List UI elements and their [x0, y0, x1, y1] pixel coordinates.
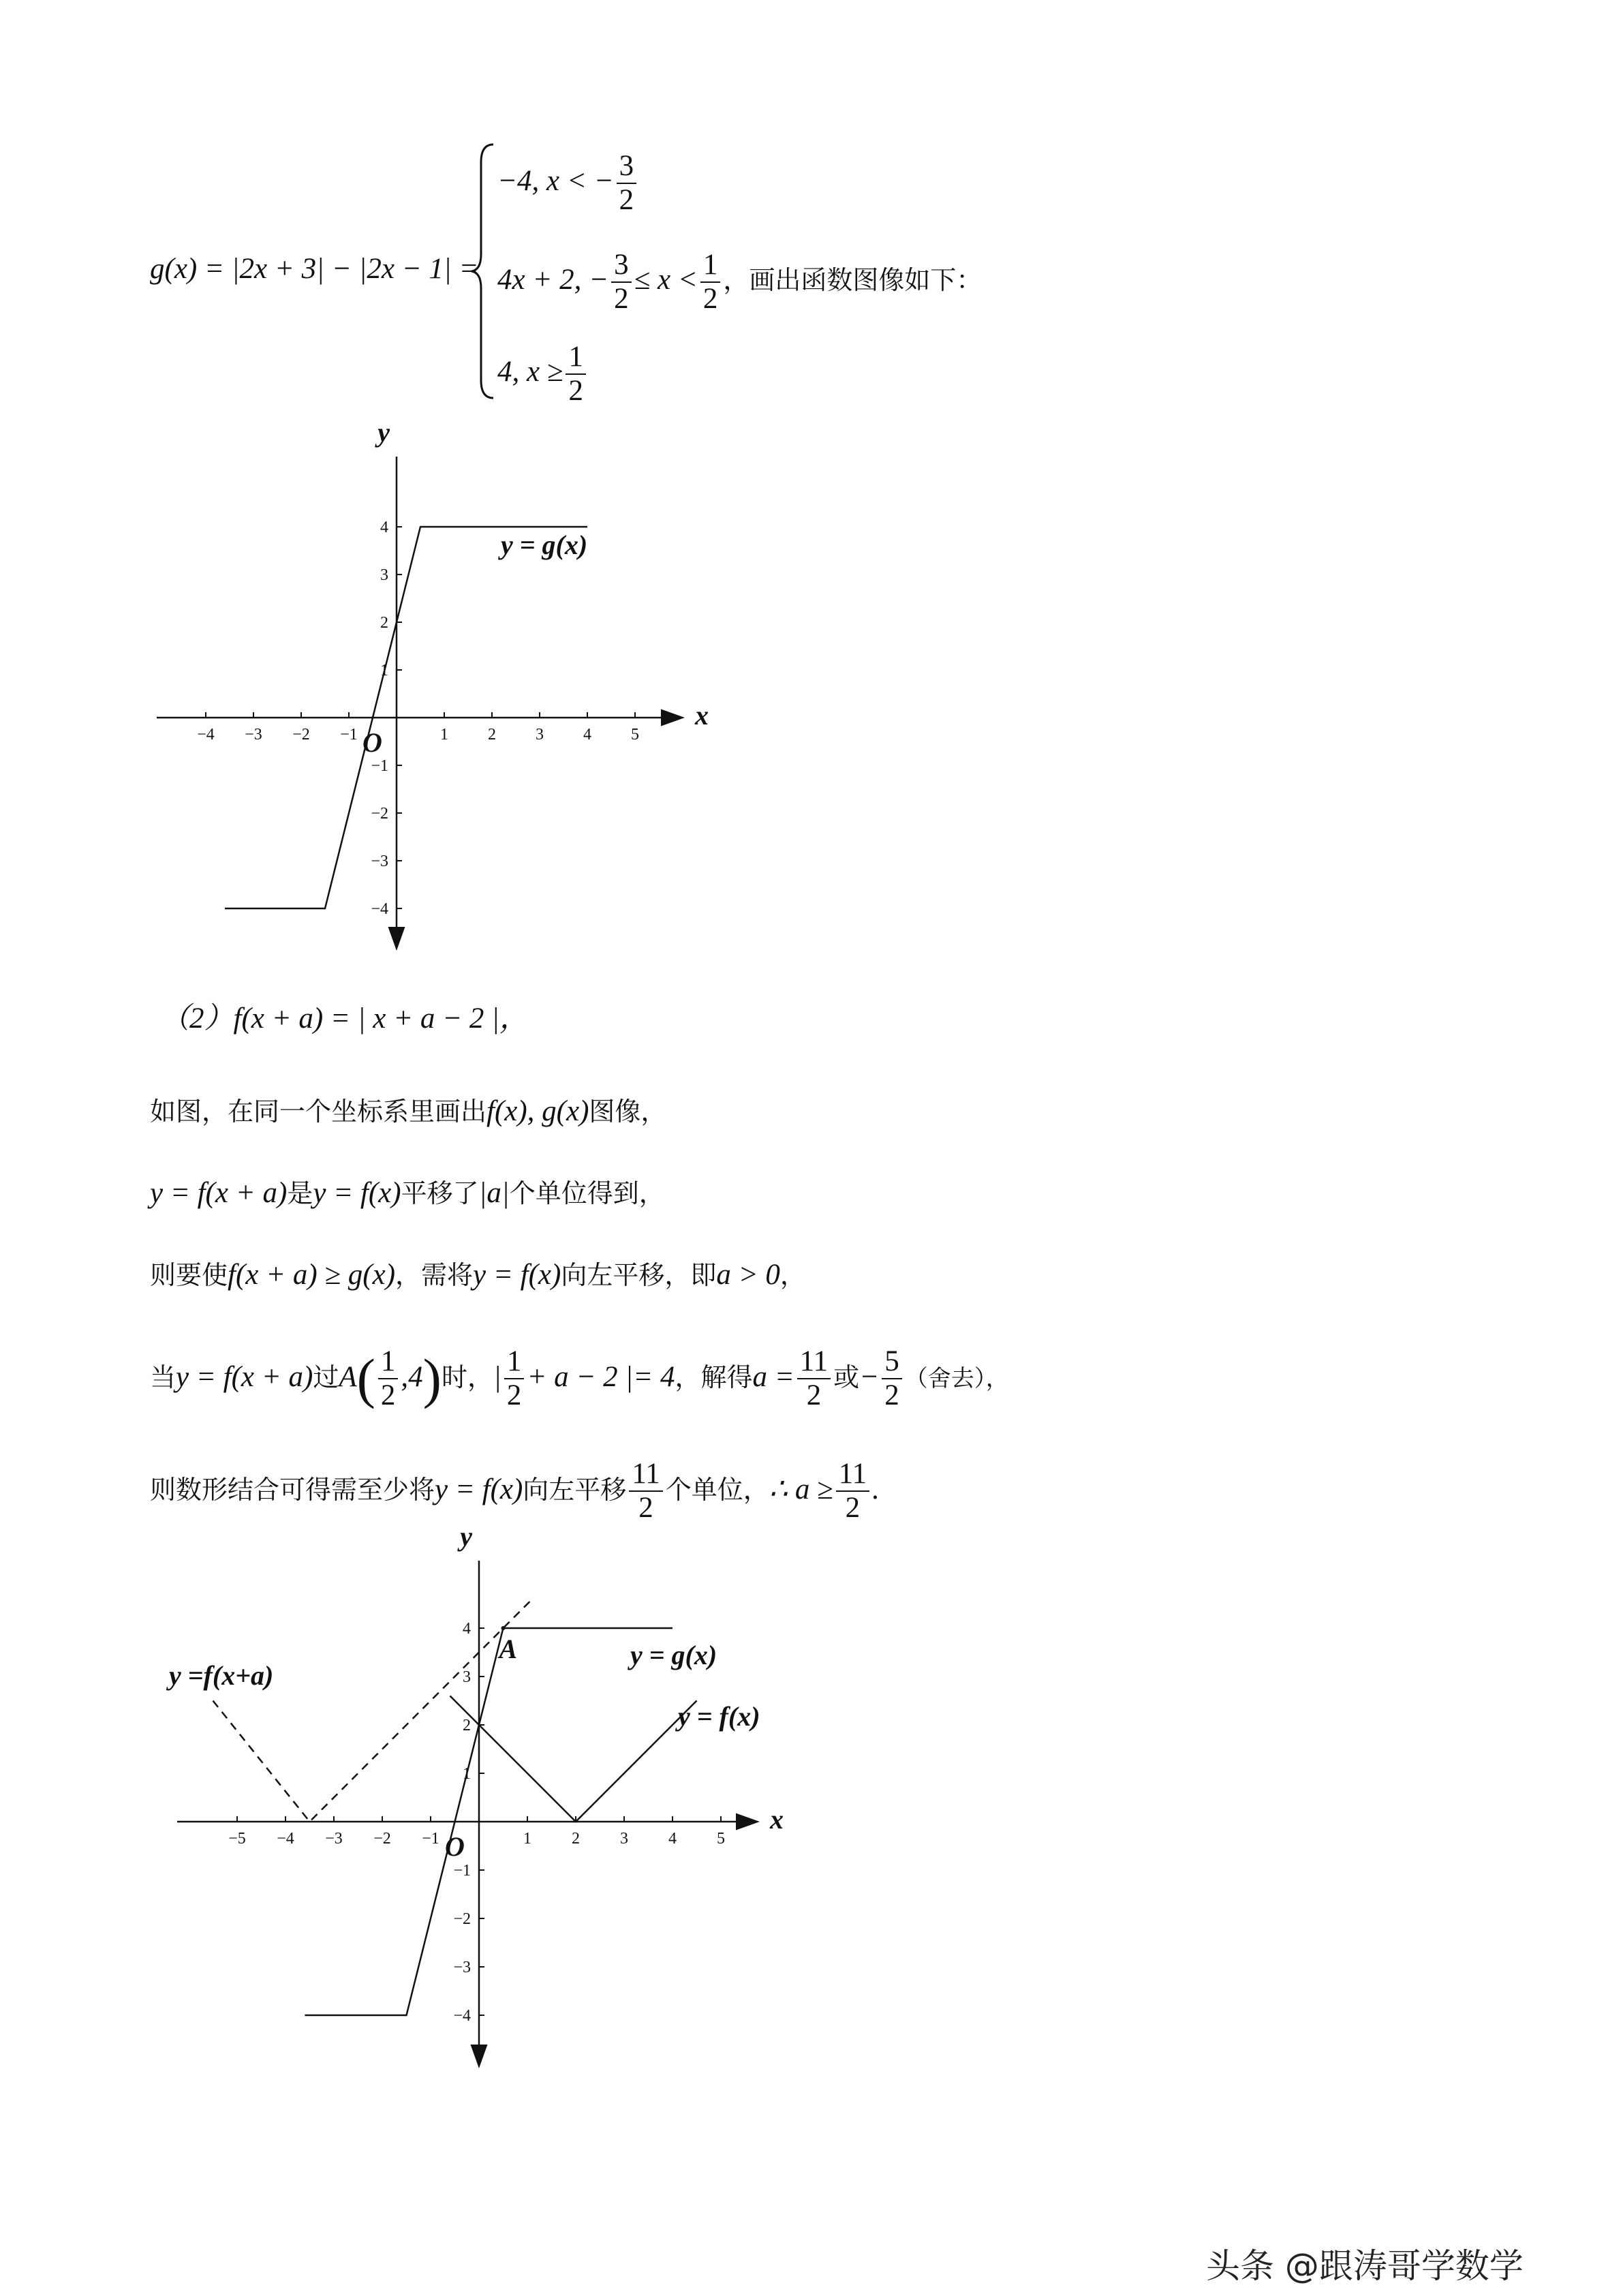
x-tick-label: −3 — [325, 1830, 343, 1848]
x-tick-label: 3 — [620, 1830, 628, 1848]
part2-line6: 则数形结合可得需至少将y = f(x)向左平移 $\frac{11}{2}$ 个单位，∴ a ≥ $\frac{11}{2}$ . — [150, 1458, 880, 1524]
origin-label: O — [362, 727, 382, 758]
y-tick-label: −4 — [371, 900, 388, 918]
y-tick-label: −1 — [453, 1862, 471, 1880]
y-axis-label: y — [377, 417, 390, 448]
watermark: 头条 @跟涛哥学数学 — [1206, 2246, 1524, 2286]
case-3: 4, x ≥ $\frac{1}{2}$ — [497, 341, 589, 408]
curve-label-g: y = g(x) — [501, 530, 588, 560]
x-tick-label: 5 — [717, 1830, 725, 1848]
x-tick-label: 2 — [488, 726, 496, 744]
y-tick-label: 2 — [463, 1717, 471, 1734]
x-tick-label: 1 — [440, 726, 448, 744]
piecewise-lhs: g(x) = |2x + 3| − |2x − 1| = — [150, 253, 479, 285]
x-tick-label: −4 — [197, 726, 215, 744]
x-tick-label: 3 — [536, 726, 544, 744]
point-A-label: A — [499, 1634, 518, 1664]
x-tick-label: −2 — [373, 1830, 391, 1848]
y-tick-label: 4 — [463, 1620, 471, 1638]
y-tick-label: 1 — [463, 1765, 471, 1783]
y-tick-label: −3 — [453, 1959, 471, 1976]
x-axis-label: x — [770, 1804, 784, 1835]
y-tick-label: 2 — [380, 614, 388, 632]
label-f: y = f(x) — [678, 1701, 760, 1732]
part2-line4: 则要使f(x + a) ≥ g(x)，需将y = f(x)向左平移，即a > 0， — [150, 1259, 806, 1291]
y-tick-label: −3 — [371, 853, 388, 870]
x-tick-label: −2 — [292, 726, 310, 744]
x-tick-label: 2 — [572, 1830, 580, 1848]
brace — [470, 142, 497, 401]
part2-line5: 当y = f(x + a)过A( $\frac{1}{2}$ ,4)时，| $\frac{1}{2}$ + a − 2 |= 4，解得a = $\frac{11}{2}$ 或− $\frac{5}{2}$ （舍去）， — [150, 1345, 1009, 1411]
point-A — [501, 1626, 506, 1630]
chart-f-g — [136, 1521, 818, 2079]
y-tick-label: 4 — [380, 519, 388, 536]
label-g: y = g(x) — [630, 1640, 717, 1670]
part2-line1: （2）f(x + a) = | x + a − 2 |， — [160, 1002, 529, 1035]
x-tick-label: −3 — [245, 726, 262, 744]
x-tick-label: 5 — [631, 726, 639, 744]
series-line-2 — [213, 1599, 533, 1822]
y-tick-label: −1 — [371, 757, 388, 775]
case-1: −4, x < − $\frac{3}{2}$ — [497, 150, 639, 217]
y-tick-label: 1 — [380, 662, 388, 679]
y-axis-label: y — [460, 1521, 472, 1552]
y-tick-label: −4 — [453, 2007, 471, 2025]
x-tick-label: 4 — [583, 726, 591, 744]
x-axis-label: x — [695, 700, 709, 731]
x-tick-label: 1 — [523, 1830, 531, 1848]
x-tick-label: −4 — [277, 1830, 294, 1848]
case-2: 4x + 2, − $\frac{3}{2}$ ≤ x < $\frac{1}{2}$ ，画出函数图像如下： — [497, 249, 983, 315]
y-tick-label: 3 — [463, 1668, 471, 1686]
piecewise-block — [150, 136, 1036, 409]
origin-label: O — [445, 1831, 465, 1862]
y-tick-label: −2 — [371, 805, 388, 823]
x-tick-label: −5 — [228, 1830, 246, 1848]
part2-line2: 如图，在同一个坐标系里画出f(x), g(x)图像， — [150, 1095, 667, 1127]
chart-g — [136, 417, 749, 961]
label-fa: y =f(x+a) — [169, 1660, 274, 1691]
y-tick-label: −2 — [453, 1910, 471, 1928]
series-line-1 — [450, 1696, 696, 1822]
y-tick-label: 3 — [380, 566, 388, 584]
x-tick-label: −1 — [422, 1830, 439, 1848]
x-tick-label: 4 — [668, 1830, 677, 1848]
x-tick-label: −1 — [340, 726, 358, 744]
part2-line3: y = f(x + a)是y = f(x)平移了|a|个单位得到， — [150, 1177, 665, 1209]
